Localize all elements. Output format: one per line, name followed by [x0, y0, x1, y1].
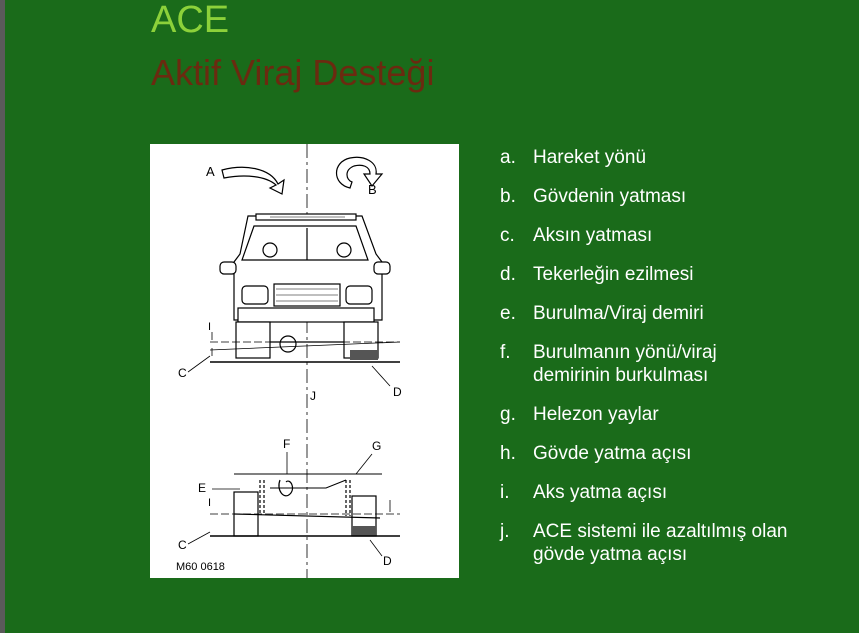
vehicle-front-view — [220, 214, 390, 360]
legend-marker: g. — [500, 404, 516, 425]
ace-diagram-drawing — [150, 144, 459, 578]
legend-marker: c. — [500, 225, 515, 246]
left-edge-bar — [0, 0, 5, 633]
axle-schematic — [178, 437, 400, 568]
legend-item — [500, 403, 790, 426]
legend-text: Hareket yönü — [533, 147, 647, 168]
label-d-top: D — [393, 385, 402, 399]
label-i-bottom: I — [208, 497, 212, 509]
legend-item — [500, 146, 790, 169]
legend-text: Helezon yaylar — [533, 404, 659, 425]
legend-item — [500, 302, 790, 325]
label-i-top: I — [208, 321, 212, 333]
slide-title: ACE — [151, 0, 230, 41]
legend-marker: d. — [500, 264, 516, 285]
legend-list — [500, 146, 790, 582]
slide-subtitle: Aktif Viraj Desteği — [151, 52, 435, 93]
legend-item — [500, 185, 790, 208]
label-g: G — [372, 439, 382, 453]
legend-marker: i. — [500, 482, 510, 503]
legend-text: Tekerleğin ezilmesi — [533, 264, 694, 285]
label-d-bottom: D — [383, 554, 392, 568]
figure-code: M60 0618 — [176, 561, 225, 573]
legend-text: Gövdenin yatması — [533, 186, 687, 207]
legend-marker: f. — [500, 342, 511, 363]
label-b: B — [368, 182, 377, 197]
label-c-top: C — [178, 366, 187, 380]
label-j: J — [310, 389, 316, 403]
label-e: E — [198, 481, 207, 495]
legend-text: Burulmanın yönü/viraj demirinin burkulması — [533, 342, 717, 386]
legend-item — [500, 442, 790, 465]
label-c-bottom: C — [178, 538, 187, 552]
legend-marker: e. — [500, 303, 516, 324]
legend-text: ACE sistemi ile azaltılmış olan gövde yatma açısı — [533, 521, 788, 565]
label-a: A — [206, 164, 215, 179]
legend-item — [500, 224, 790, 247]
legend-marker: a. — [500, 147, 516, 168]
legend-marker: h. — [500, 443, 516, 464]
legend-marker: j. — [500, 521, 510, 542]
ace-diagram — [150, 144, 459, 578]
legend-item — [500, 481, 790, 504]
legend-item — [500, 520, 790, 566]
legend-item — [500, 341, 750, 387]
motion-direction-arrow — [222, 167, 284, 194]
legend-item — [500, 263, 790, 286]
label-f: F — [283, 437, 291, 451]
legend-text: Aksın yatması — [533, 225, 653, 246]
legend-text: Aks yatma açısı — [533, 482, 668, 503]
legend-marker: b. — [500, 186, 516, 207]
legend-text: Burulma/Viraj demiri — [533, 303, 704, 324]
legend-text: Gövde yatma açısı — [533, 443, 692, 464]
